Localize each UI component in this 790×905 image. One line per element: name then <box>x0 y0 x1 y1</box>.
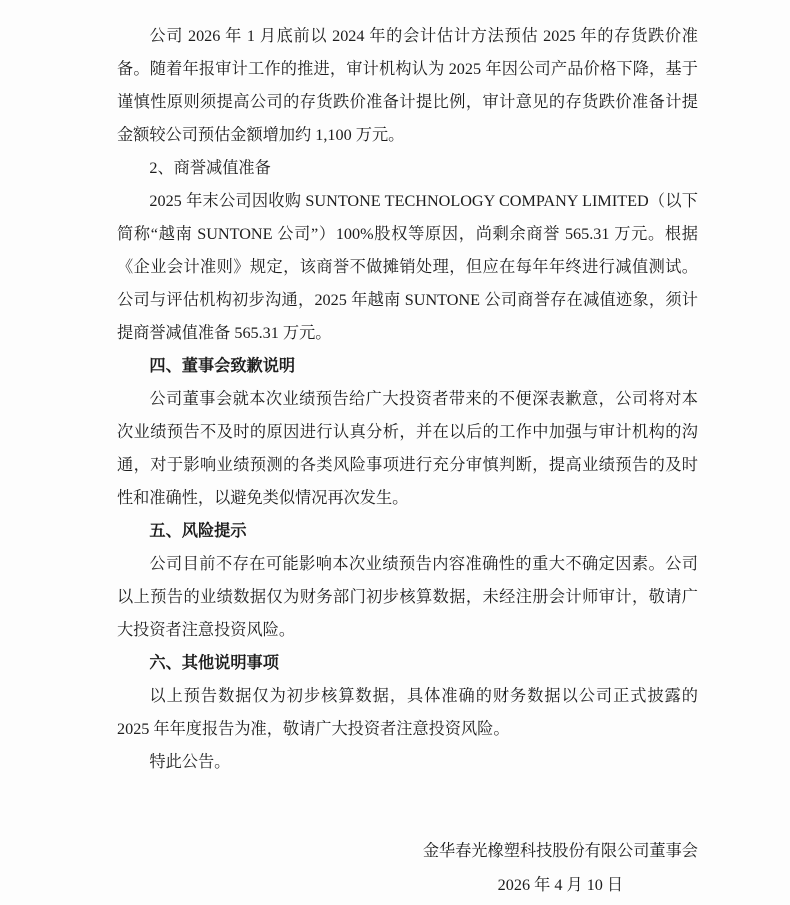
heading-other-notes: 六、其他说明事项 <box>149 654 279 672</box>
closing-statement: 特此公告。 <box>149 753 231 771</box>
heading-board-apology: 四、董事会致歉说明 <box>149 357 296 375</box>
document-body <box>117 20 698 902</box>
heading-risk-notice: 五、风险提示 <box>149 522 247 540</box>
paragraph-goodwill-detail: 2025 年末公司因收购 SUNTONE TECHNOLOGY COMPANY LIMITED（以下简称“越南 SUNTONE 公司”）100%股权等原因，尚剩余商誉 565.31 万元。根据《企业会计准则》规定，该商誉不做摊销处理，但应在每年年终进行减值测试。公司与评估机构初步沟通，2025 年越南 SUNTONE 公司商誉存在减值迹象，须计提商誉减值准备 565.31 万元。 <box>117 192 698 342</box>
paragraph-board-apology: 公司董事会就本次业绩预告给广大投资者带来的不便深表歉意，公司将对本次业绩预告不及时的原因进行认真分析，并在以后的工作中加强与审计机构的沟通，对于影响业绩预测的各类风险事项进行充分审慎判断，提高业绩预告的及时性和准确性，以避免类似情况再次发生。 <box>117 390 698 507</box>
subheading-goodwill-impairment: 2、商誉减值准备 <box>149 159 271 177</box>
paragraph-risk-notice: 公司目前不存在可能影响本次业绩预告内容准确性的重大不确定因素。公司以上预告的业绩数据仅为财务部门初步核算数据，未经注册会计师审计，敬请广大投资者注意投资风险。 <box>117 555 698 639</box>
paragraph-other-notes: 以上预告数据仅为初步核算数据，具体准确的财务数据以公司正式披露的 2025 年年度报告为准，敬请广大投资者注意投资风险。 <box>117 687 698 738</box>
signature-block <box>423 835 698 902</box>
signature-company: 金华春光橡塑科技股份有限公司董事会 <box>422 842 698 860</box>
paragraph-inventory-provision: 公司 2026 年 1 月底前以 2024 年的会计估计方法预估 2025 年的存货跌价准备。随着年报审计工作的推进，审计机构认为 2025 年因公司产品价格下降，基于谨慎性原则须提高公司的存货跌价准备计提比例，审计意见的存货跌价准备计提金额较公司预估金额增加约 1,100 万元。 <box>117 27 698 144</box>
signature-date: 2026 年 4 月 10 日 <box>497 876 624 894</box>
